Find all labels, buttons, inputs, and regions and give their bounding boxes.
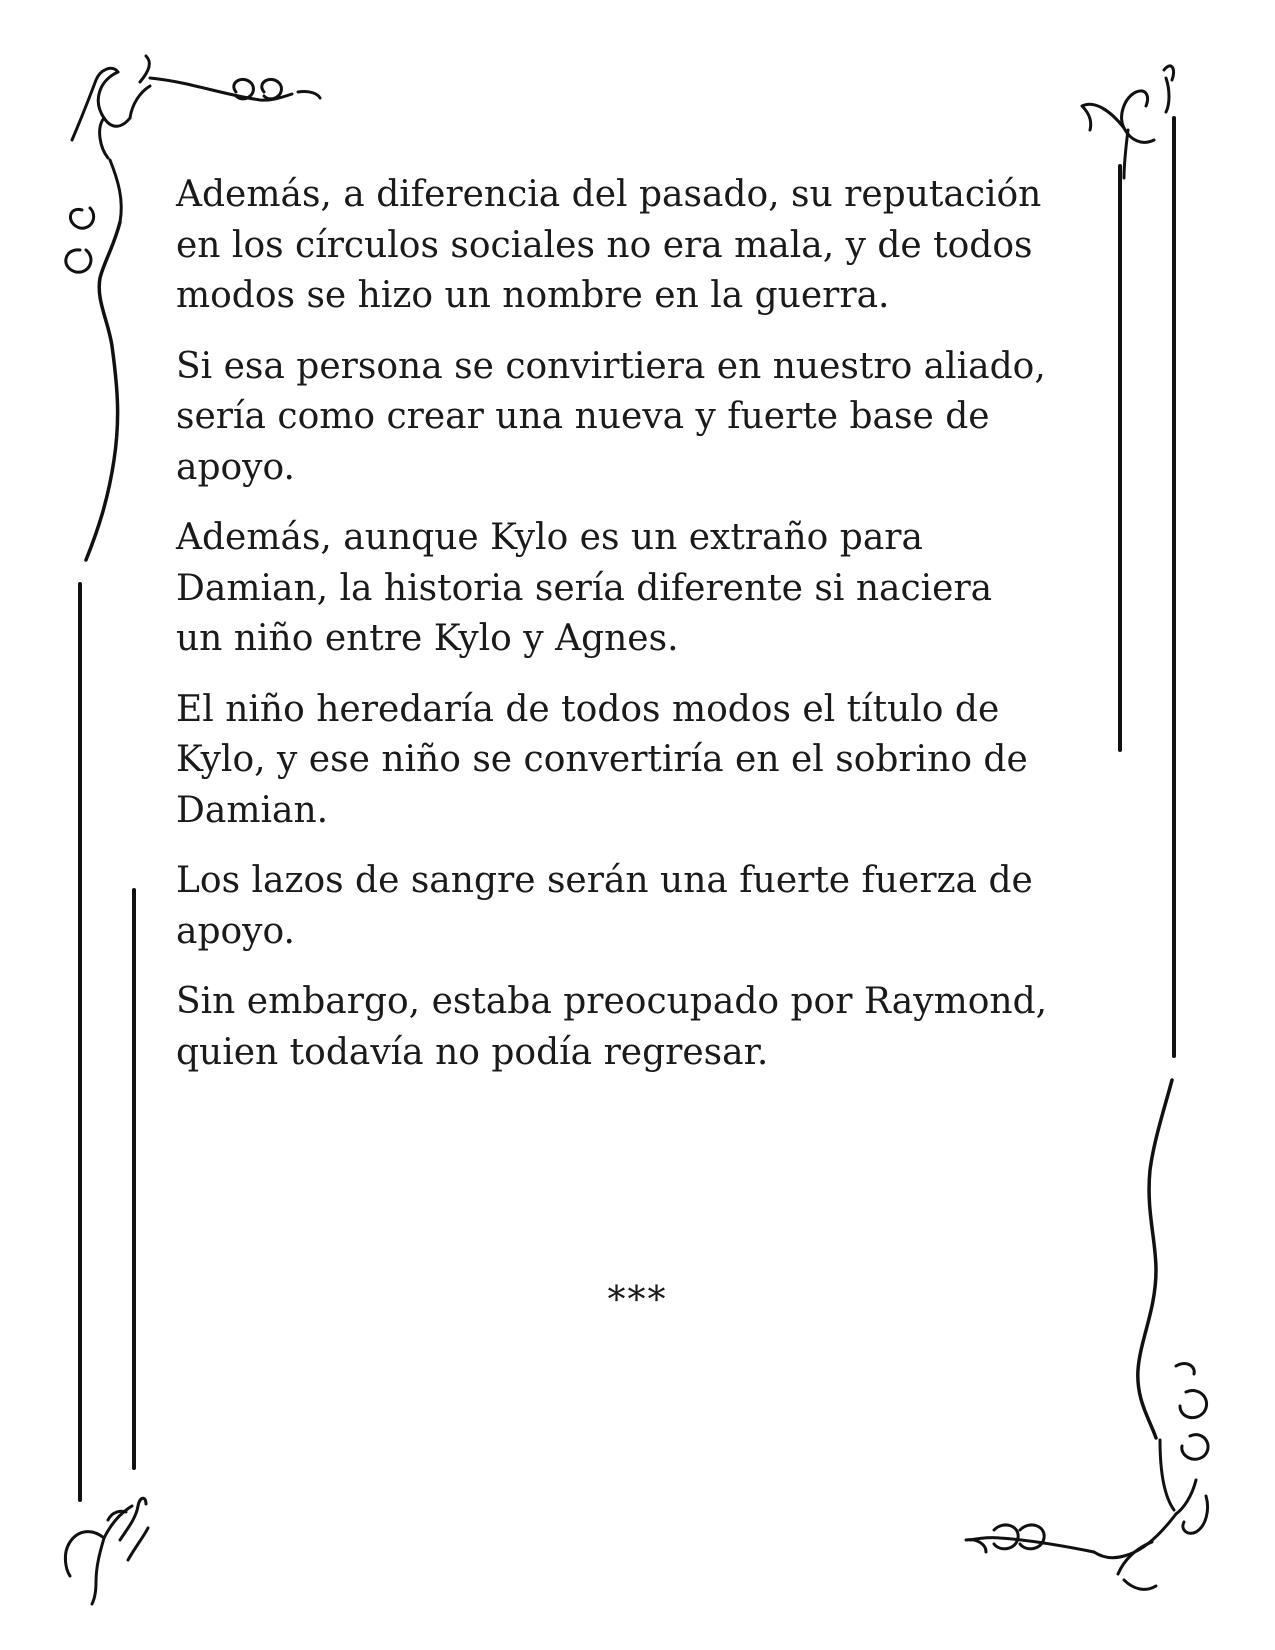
paragraph: El niño heredaría de todos modos el título de Kylo, y ese niño se convertiría en el sobrino de Damian.: [176, 688, 1028, 831]
top-right-flourish: [1082, 66, 1174, 178]
bottom-left-flourish: [65, 1498, 148, 1604]
body-text: [176, 170, 1096, 1098]
bottom-right-flourish: [966, 1080, 1208, 1589]
section-separator: ***: [607, 1280, 668, 1321]
paragraph: Además, aunque Kylo es un extraño para Damian, la historia sería diferente si naciera un niño entre Kylo y Agnes.: [176, 517, 993, 659]
paragraph: Además, a diferencia del pasado, su reputación en los círculos sociales no era mala, y de todos modos se hizo un nombre en la guerra.: [176, 174, 1042, 316]
paragraph: Sin embargo, estaba preocupado por Raymond, quien todavía no podía regresar.: [176, 981, 1048, 1073]
paragraph: Los lazos de sangre serán una fuerte fuerza de apoyo.: [176, 860, 1033, 952]
paragraph: Si esa persona se convirtiera en nuestro aliado, sería como crear una nueva y fuerte base de apoyo.: [176, 345, 1046, 488]
